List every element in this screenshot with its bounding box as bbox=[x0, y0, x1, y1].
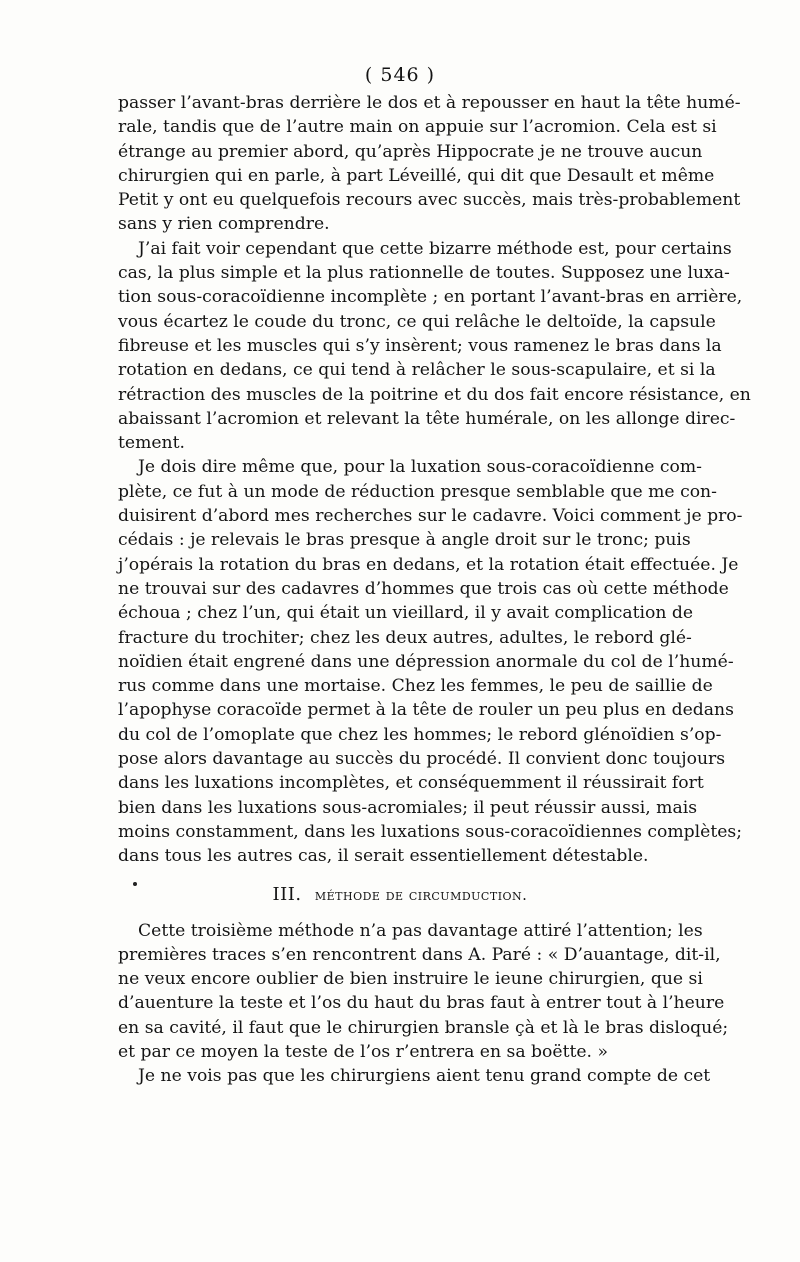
text-line: échoua ; chez l’un, qui était un vieillard, il y avait complication de bbox=[118, 603, 694, 624]
section-heading bbox=[118, 883, 682, 907]
text-line: rus comme dans une mortaise. Chez les femmes, le peu de saillie de bbox=[118, 676, 713, 697]
text-line: cas, la plus simple et la plus rationnelle de toutes. Supposez une luxa- bbox=[118, 263, 730, 284]
text-line: d’auenture la teste et l’os du haut du bras faut à entrer tout à l’heure bbox=[118, 993, 725, 1014]
text-line: tion sous-coracoïdienne incomplète ; en portant l’avant-bras en arrière, bbox=[118, 287, 743, 308]
text-line: Je dois dire même que, pour la luxation sous-coracoïdienne com- bbox=[138, 457, 702, 478]
text-line: en sa cavité, il faut que le chirurgien bransle çà et là le bras disloqué; bbox=[118, 1017, 729, 1038]
text-line: ne veux encore oublier de bien instruire le ieune chirurgien, que si bbox=[118, 969, 703, 990]
text-line: tement. bbox=[118, 433, 185, 454]
text-line: plète, ce fut à un mode de réduction presque semblable que me con- bbox=[118, 481, 717, 502]
text-line: sans y rien comprendre. bbox=[118, 214, 330, 235]
text-line: rétraction des muscles de la poitrine et du dos fait encore résistance, en bbox=[118, 384, 751, 405]
text-line: J’ai fait voir cependant que cette bizarre méthode est, pour certains bbox=[138, 238, 732, 259]
text-line: abaissant l’acromion et relevant la tête humérale, on les allonge direc- bbox=[118, 408, 736, 429]
text-line: étrange au premier abord, qu’après Hippocrate je ne trouve aucun bbox=[118, 141, 703, 162]
text-line: du col de l’omoplate que chez les hommes; le rebord glénoïdien s’op- bbox=[118, 724, 722, 745]
text-line: pose alors davantage au succès du procédé. Il convient donc toujours bbox=[118, 749, 726, 770]
page-number: ( 546 ) bbox=[364, 64, 436, 86]
text-line: passer l’avant-bras derrière le dos et à repousser en haut la tête humé- bbox=[118, 93, 741, 113]
text-line: premières traces s’en rencontrent dans A. Paré : « D’auantage, dit-il, bbox=[118, 944, 721, 965]
text-line: dans les luxations incomplètes, et conséquemment il réussirait fort bbox=[118, 773, 704, 794]
text-line: ne trouvai sur des cadavres d’hommes que trois cas où cette méthode bbox=[118, 578, 729, 599]
text-line: bien dans les luxations sous-acromiales; il peut réussir aussi, mais bbox=[118, 797, 698, 818]
text-line: vous écartez le coude du tronc, ce qui relâche le deltoïde, la capsule bbox=[118, 311, 716, 332]
text-line: l’apophyse coracoïde permet à la tête de rouler un peu plus en dedans bbox=[118, 700, 734, 721]
text-line: dans tous les autres cas, il serait essentiellement détestable. bbox=[118, 846, 649, 867]
text-line: j’opérais la rotation du bras en dedans, et la rotation était effectuée. Je bbox=[118, 554, 739, 575]
text-line: rotation en dedans, ce qui tend à relâcher le sous-scapulaire, et si la bbox=[118, 360, 716, 381]
text-line: chirurgien qui en parle, à part Léveillé, qui dit que Desault et même bbox=[118, 165, 715, 186]
body-text bbox=[118, 91, 751, 1089]
text-line: rale, tandis que de l’autre main on appuie sur l’acromion. Cela est si bbox=[118, 117, 717, 138]
text-line: moins constamment, dans les luxations sous-coracoïdiennes complètes; bbox=[118, 821, 743, 842]
text-line: et par ce moyen la teste de l’os r’entrera en sa boëtte. » bbox=[118, 1041, 608, 1062]
section-number: III. bbox=[272, 883, 302, 905]
text-line: Petit y ont eu quelquefois recours avec succès, mais très-probablement bbox=[118, 190, 741, 211]
text-line: duisirent d’abord mes recherches sur le cadavre. Voici comment je pro- bbox=[118, 506, 743, 527]
section-title: méthode de circumduction. bbox=[314, 885, 528, 904]
text-line: Je ne vois pas que les chirurgiens aient tenu grand compte de cet bbox=[138, 1066, 711, 1087]
text-line: fracture du trochiter; chez les deux autres, adultes, le rebord glé- bbox=[118, 627, 692, 648]
text-line: cédais : je relevais le bras presque à angle droit sur le tronc; puis bbox=[118, 530, 691, 551]
text-line: Cette troisième méthode n’a pas davantage attiré l’attention; les bbox=[138, 920, 703, 941]
text-line: noïdien était engrené dans une dépression anormale du col de l’humé- bbox=[118, 651, 734, 672]
text-line: fibreuse et les muscles qui s’y insèrent; vous ramenez le bras dans la bbox=[118, 335, 722, 356]
ink-speck bbox=[133, 882, 137, 886]
